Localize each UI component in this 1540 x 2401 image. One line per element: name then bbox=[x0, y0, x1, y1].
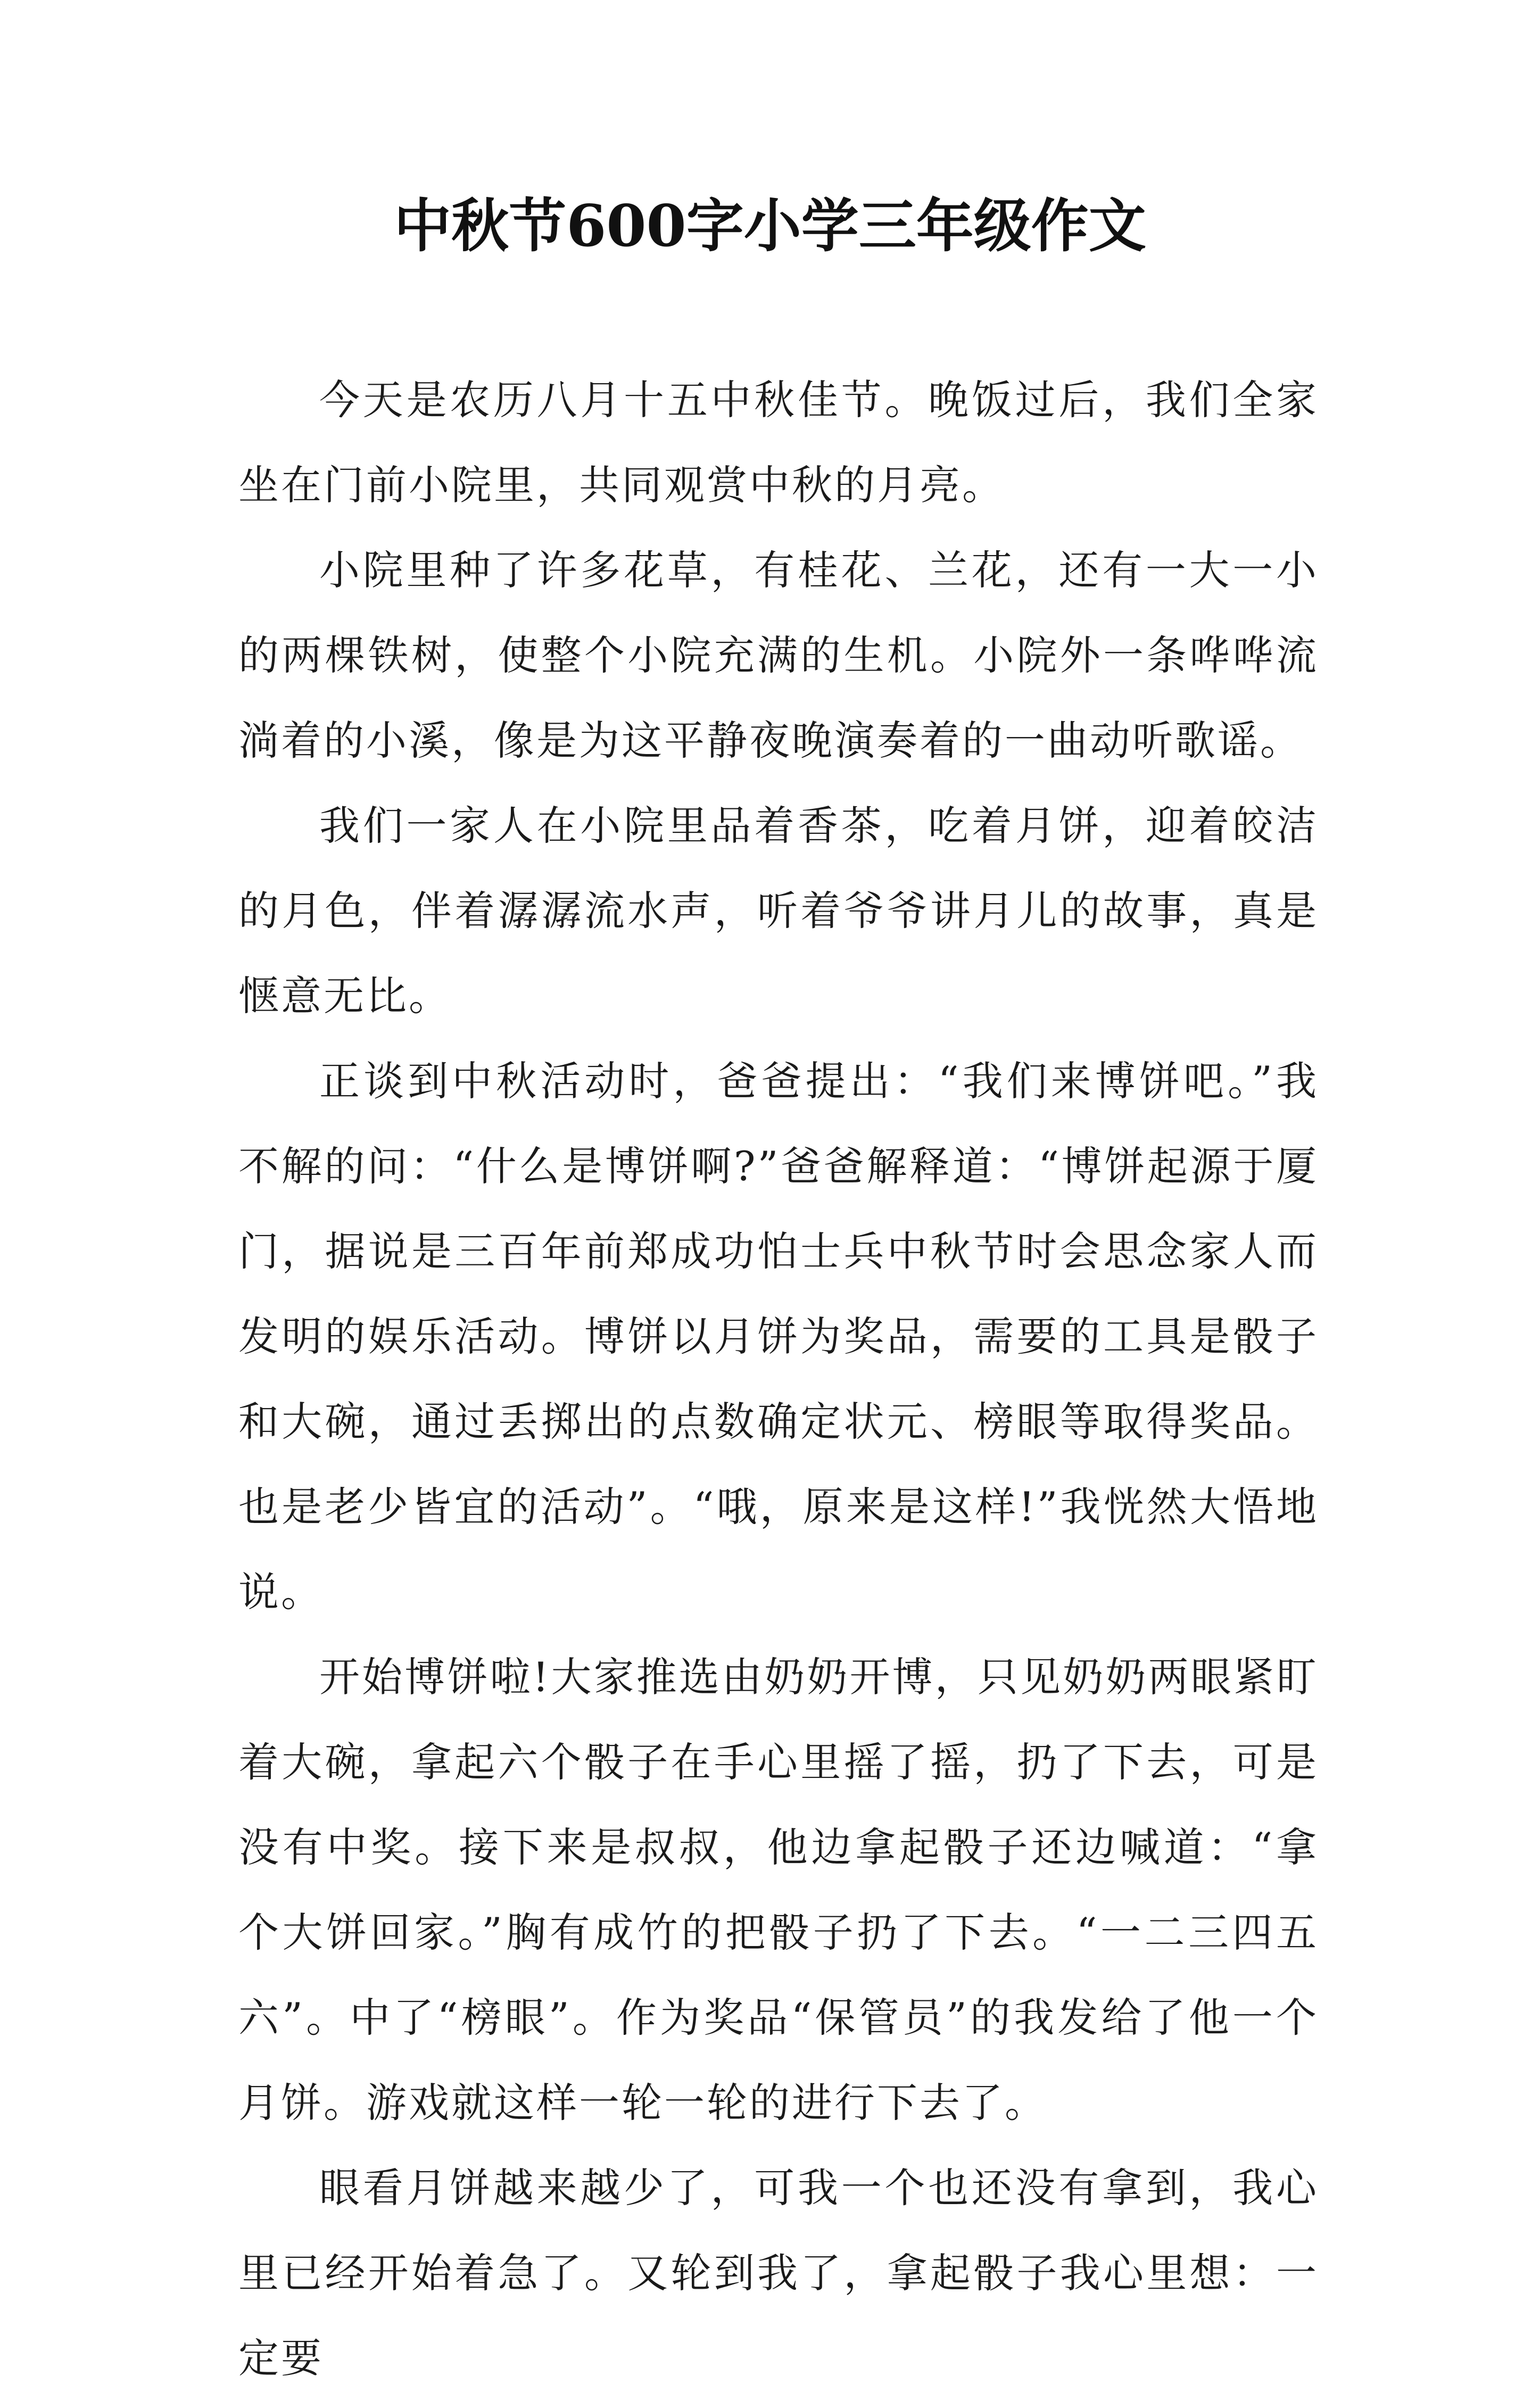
paragraph-2: 小院里种了许多花草，有桂花、兰花，还有一大一小的两棵铁树，使整个小院充满的生机。小院外一条哗哗流淌着的小溪，像是为这平静夜晚演奏着的一曲动听歌谣。 bbox=[238, 547, 1319, 764]
paragraph-6: 眼看月饼越来越少了，可我一个也还没有拿到，我心里已经开始着急了。又轮到我了，拿起骰子我心里想：一定要 bbox=[238, 2164, 1319, 2382]
paragraph-1: 今天是农历八月十五中秋佳节。晚饭过后，我们全家坐在门前小院里，共同观赏中秋的月亮。 bbox=[238, 376, 1319, 509]
paragraph-3: 我们一家人在小院里品着香茶，吃着月饼，迎着皎洁的月色，伴着潺潺流水声，听着爷爷讲月儿的故事，真是惬意无比。 bbox=[238, 802, 1319, 1020]
paragraph-5: 开始博饼啦!大家推选由奶奶开博，只见奶奶两眼紧盯着大碗，拿起六个骰子在手心里摇了摇，扔了下去，可是没有中奖。接下来是叔叔，他边拿起骰子还边喊道：“拿个大饼回家。”胸有成竹的把骰子扔了下去。“一二三四五六”。中了“榜眼”。作为奖品“保管员”的我发给了他一个月饼。游戏就这样一轮一轮的进行下去了。 bbox=[238, 1653, 1319, 2126]
paragraph-4: 正谈到中秋活动时，爸爸提出：“我们来博饼吧。”我不解的问：“什么是博饼啊?”爸爸解释道：“博饼起源于厦门，据说是三百年前郑成功怕士兵中秋节时会思念家人而发明的娱乐活动。博饼以月饼为奖品，需要的工具是骰子和大碗，通过丢掷出的点数确定状元、榜眼等取得奖品。也是老少皆宜的活动”。“哦，原来是这样!”我恍然大悟地说。 bbox=[238, 1057, 1319, 1616]
document-body bbox=[238, 358, 1319, 2401]
document-title: 中秋节600字小学三年级作文 bbox=[394, 193, 1146, 260]
